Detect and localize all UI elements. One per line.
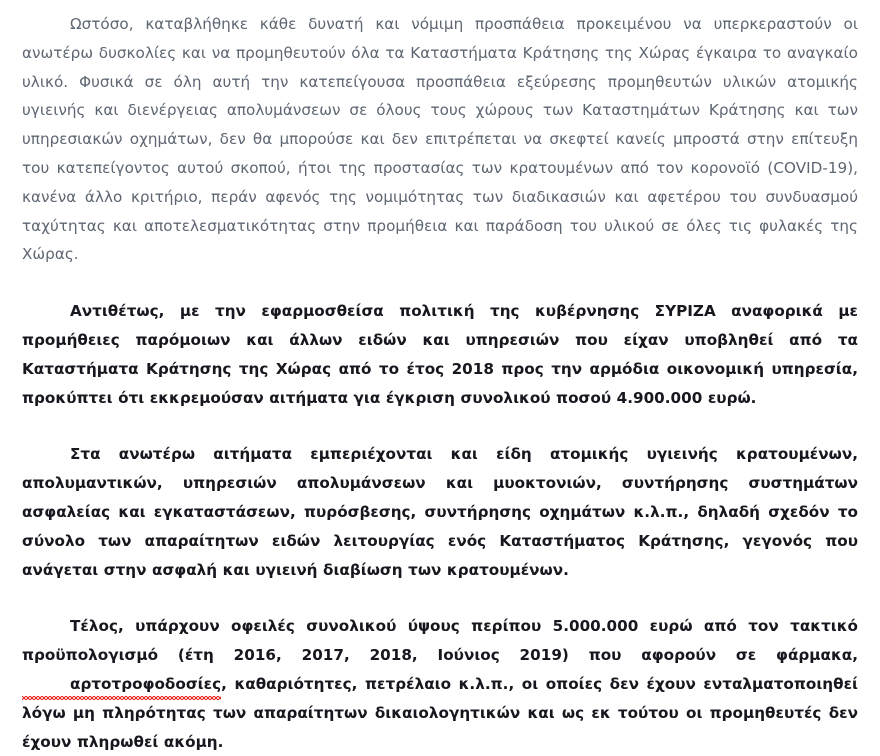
spellcheck-misspelled-word[interactable]: αρτοτροφοδοσίες [22, 670, 221, 699]
bold-text-run: υπερκεραστούν οι ανωτέρω δυσκολίες και να προμηθευτούν όλα τα Καταστήματα Κράτησης της Χώρας έγκαιρα το αναγκαίο υλικό. [22, 15, 858, 91]
bold-text-run: συνδυασμού ταχύτητας και αποτελεσματικότητας στην προμήθεια και παράδοση του υλικού σε όλες τις φυλακές της Χώρας. [22, 187, 859, 264]
bold-text-run: Αντιθέτως, με την εφαρμοσθείσα πολιτική της κυβέρνησης ΣΥΡΙΖΑ αναφορικά με προμήθειες παρόμοιων και άλλων ειδών και υπηρεσιών που είχαν υποβληθεί από τα Καταστήματα Κράτησης της Χώρας από το έτος 2018 προς την αρμόδια οικονομική υπηρεσία, προκύπτει ότι εκκρεμούσαν αιτήματα για έγκριση συνολικού ποσού 4.900.000 ευρώ. [22, 302, 858, 407]
bold-text-run: Τέλος, υπάρχουν οφειλές συνολικού ύψους περίπου 5.000.000 ευρώ από τον τακτικό προϋπολογισμό (έτη 2016, 2017, 2018, Ιούνιος 2019) που αφορούν σε φάρμακα, [22, 617, 858, 665]
paragraph-4 [22, 612, 858, 756]
regular-text-run: Φυσικά σε όλη αυτή την κατεπείγουσα προσπάθεια εξεύρεσης προμηθευτών υλικών ατομικής υγιεινής και διενέργειας απολυμάνσεων σε όλους τους χώρους των Καταστημάτων Κράτησης και των υπηρεσιακών οχημάτων, δεν θα μπορούσε και δεν επιτρέπεται να σκεφτεί κανείς μπροστά στην επίτευξη του κατεπείγοντος αυτού σκοπού, ήτοι της προστασίας των κρατουμένων από τον κορονοϊό (COVID-19), κανένα άλλο κριτήριο, περάν αφενός της [22, 72, 858, 206]
paragraph-3 [22, 440, 858, 584]
regular-text-run: προκειμένου να [564, 15, 714, 33]
bold-text-run: Στα ανωτέρω αιτήματα εμπεριέχονται και είδη ατομικής υγιεινής κρατουμένων, απολυμαντικών, υπηρεσιών απολυμάνσεων και μυοκτονιών, συντήρησης συστημάτων ασφαλείας και εγκαταστάσεων, πυρόσβεσης, συντήρησης οχημάτων κ.λ.π., δηλαδή σχεδόν το σύνολο των απαραίτητων ειδών λειτουργίας ενός Καταστήματος Κράτησης, γεγονός που ανάγεται στην ασφαλή και υγιεινή διαβίωση των κρατουμένων. [22, 445, 858, 579]
bold-text-run: καταβλήθηκε κάθε δυνατή και νόμιμη προσπάθεια [145, 15, 565, 33]
paragraph-2 [22, 297, 858, 412]
bold-text-run: νομιμότητας των διαδικασιών [365, 187, 606, 206]
paragraph-1 [22, 10, 858, 269]
regular-text-run: Ωστόσο, [70, 15, 146, 33]
document-body [22, 10, 858, 756]
regular-text-run: και αφετέρου του [605, 187, 766, 206]
bold-text-run: , καθαριότητες, πετρέλαιο κ.λ.π., οι οποίες δεν έχουν ενταλματοποιηθεί λόγω μη πληρότητας των απαραίτητων δικαιολογητικών και ως εκ τούτου οι προμηθευτές δεν έχουν πληρωθεί ακόμη. [22, 674, 858, 751]
